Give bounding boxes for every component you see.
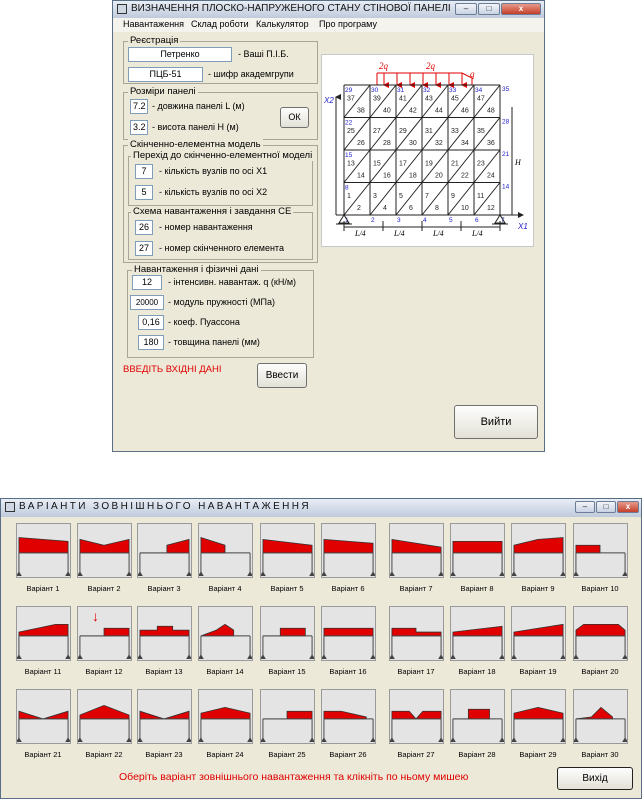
variant-thumbnail[interactable] [511, 606, 566, 661]
load-shape-icon [138, 524, 191, 577]
menu-item-composition[interactable]: Склад роботи [191, 19, 249, 29]
element-number: 29 [399, 128, 407, 136]
element-number: 7 [425, 193, 429, 201]
point-load-arrow-icon: ↓ [92, 608, 99, 624]
element-number: 23 [477, 160, 485, 168]
left-node-number: 22 [345, 119, 353, 127]
variant-thumbnail[interactable] [16, 689, 71, 744]
load-shape-icon [574, 607, 627, 660]
element-number-label: - номер скінченного елемента [159, 243, 284, 253]
left-node-number: 15 [345, 152, 353, 159]
title-bar[interactable] [113, 1, 544, 19]
name-input[interactable]: Петренко [128, 47, 232, 62]
menu-bar [113, 18, 544, 32]
dimensions-group-label: Розміри панелі [130, 86, 196, 97]
variant-thumbnail[interactable] [77, 606, 132, 661]
variants-title-bar[interactable] [1, 499, 641, 518]
right-node-number: 28 [502, 118, 510, 126]
thickness-label: - товщина панелі (мм) [168, 337, 260, 347]
variant-thumbnail[interactable] [198, 689, 253, 744]
load-shape-icon [199, 690, 252, 743]
variant-thumbnail[interactable] [321, 523, 376, 578]
element-number: 44 [435, 107, 443, 115]
load-shape-icon [199, 524, 252, 577]
dim-h-label: H [515, 158, 521, 167]
nodes-x1-label: - кількість вузлів по осі X1 [159, 166, 268, 176]
element-number: 24 [487, 172, 495, 180]
poisson-input[interactable]: 0,16 [138, 315, 164, 330]
element-number: 45 [451, 95, 459, 103]
load-label-3: q [470, 69, 475, 79]
variant-thumbnail[interactable] [77, 689, 132, 744]
variant-label[interactable]: Варіант 19 [519, 667, 557, 676]
nodes-x1-input[interactable]: 7 [135, 164, 153, 179]
variant-label[interactable]: Варіант 6 [331, 584, 365, 593]
variant-label[interactable]: Варіант 8 [460, 584, 494, 593]
nodes-x2-input[interactable]: 5 [135, 185, 153, 200]
element-number: 17 [399, 160, 407, 168]
transition-group-label: Перехід до скінченно-елементної моделі [133, 150, 313, 161]
variant-label[interactable]: Варіант 9 [521, 584, 555, 593]
element-number: 8 [435, 205, 439, 213]
load-shape-icon [17, 607, 70, 660]
variant-label[interactable]: Варіант 30 [581, 750, 619, 759]
minimize-button[interactable]: – [455, 3, 477, 15]
q-input[interactable]: 12 [132, 275, 162, 290]
element-number: 35 [477, 128, 485, 136]
element-number: 37 [347, 95, 355, 103]
element-number-input[interactable]: 27 [135, 241, 153, 256]
nodes-x2-label: - кількість вузлів по осі X2 [159, 187, 268, 197]
load-shape-icon [138, 690, 191, 743]
transition-group [128, 150, 313, 206]
element-number: 6 [409, 205, 413, 213]
variant-thumbnail[interactable] [198, 606, 253, 661]
element-number: 18 [409, 172, 417, 180]
element-number: 22 [461, 172, 469, 180]
element-number: 27 [373, 128, 381, 136]
variant-thumbnail[interactable] [260, 689, 315, 744]
variant-label[interactable]: Варіант 18 [458, 667, 496, 676]
main-window [112, 0, 545, 452]
right-node-number: 14 [502, 183, 510, 191]
thickness-input[interactable]: 180 [138, 335, 164, 350]
modulus-input[interactable]: 20000 [130, 295, 164, 310]
variant-label[interactable]: Варіант 3 [147, 584, 181, 593]
dim-label-4: L/4 [472, 229, 483, 238]
element-number: 41 [399, 95, 407, 103]
variant-label[interactable]: Варіант 12 [85, 667, 123, 676]
variant-label[interactable]: Варіант 7 [399, 584, 433, 593]
element-number: 34 [461, 140, 469, 148]
modulus-label: - модуль пружності (МПа) [168, 297, 275, 307]
length-input[interactable]: 7.2 [130, 99, 148, 114]
variant-thumbnail[interactable] [321, 606, 376, 661]
bottom-node-number: 5 [449, 217, 453, 224]
length-label: - довжина панелі L (м) [152, 101, 245, 111]
element-number: 16 [383, 172, 391, 180]
element-number: 20 [435, 172, 443, 180]
variant-label[interactable]: Варіант 26 [329, 750, 367, 759]
fe-model-group-label: Скінченно-елементна модель [130, 139, 261, 150]
element-number: 4 [383, 205, 387, 213]
bottom-node-number: 2 [371, 217, 375, 224]
variant-label[interactable]: Варіант 21 [24, 750, 62, 759]
element-number: 42 [409, 107, 417, 115]
variant-thumbnail[interactable] [389, 689, 444, 744]
variant-thumbnail[interactable] [573, 606, 628, 661]
dim-label-2: L/4 [394, 229, 405, 238]
fe-mesh [344, 85, 510, 224]
maximize-button[interactable]: □ [596, 501, 616, 513]
element-number: 36 [487, 140, 495, 148]
variant-label[interactable]: Варіант 25 [268, 750, 306, 759]
variant-label[interactable]: Варіант 23 [145, 750, 183, 759]
load-shape-icon [451, 690, 504, 743]
load-shape-icon [390, 607, 443, 660]
axis-x1-arrow [518, 212, 524, 218]
top-node-number: 31 [397, 87, 405, 94]
load-shape-icon [78, 690, 131, 743]
variant-label[interactable]: Варіант 14 [206, 667, 244, 676]
instruction-text: Оберіть варіант зовнішнього навантаження та клікніть по ньому мишею [119, 771, 469, 783]
element-number: 19 [425, 160, 433, 168]
variant-label[interactable]: Варіант 5 [270, 584, 304, 593]
variant-thumbnail[interactable] [511, 523, 566, 578]
element-number: 39 [373, 95, 381, 103]
panel-diagram [321, 54, 534, 247]
variant-label[interactable]: Варіант 16 [329, 667, 367, 676]
load-shape-icon [574, 524, 627, 577]
element-number: 13 [347, 160, 355, 168]
variant-thumbnail[interactable] [198, 523, 253, 578]
load-diagram [377, 61, 475, 85]
variant-thumbnail[interactable] [137, 689, 192, 744]
element-number: 26 [357, 140, 365, 148]
status-message: ВВЕДІТЬ ВХІДНІ ДАНІ [123, 364, 222, 375]
load-shape-icon [451, 607, 504, 660]
load-shape-icon [261, 607, 314, 660]
load-shape-icon [451, 524, 504, 577]
element-number: 25 [347, 128, 355, 136]
variants-grid [1, 517, 641, 798]
load-shape-icon [322, 607, 375, 660]
variant-thumbnail[interactable] [16, 606, 71, 661]
variant-label[interactable]: Варіант 20 [581, 667, 619, 676]
variant-label[interactable]: Варіант 1 [26, 584, 60, 593]
load-shape-icon [261, 690, 314, 743]
variant-label[interactable]: Варіант 28 [458, 750, 496, 759]
fe-model-group [123, 139, 318, 263]
bottom-node-number: 6 [475, 217, 479, 224]
element-number: 10 [461, 205, 469, 213]
load-label-2: 2q [426, 61, 435, 71]
panel-fe-mesh-drawing [322, 55, 533, 246]
group-code-input[interactable]: ПЦБ-51 [128, 67, 203, 82]
left-node-number: 29 [345, 87, 353, 94]
element-number: 2 [357, 205, 361, 213]
height-input[interactable]: 3.2 [130, 120, 148, 135]
app-icon [117, 4, 127, 14]
physics-group-label: Навантаження і фізичні дані [134, 264, 259, 275]
variants-window [0, 498, 642, 799]
load-shape-icon [512, 607, 565, 660]
element-number: 48 [487, 107, 495, 115]
dim-label-1: L/4 [355, 229, 366, 238]
element-number: 11 [477, 193, 485, 201]
variant-thumbnail[interactable] [137, 606, 192, 661]
variant-thumbnail[interactable] [260, 606, 315, 661]
load-shape-icon [322, 690, 375, 743]
variant-thumbnail[interactable] [137, 523, 192, 578]
menu-item-about[interactable]: Про програму [319, 19, 377, 29]
load-shape-icon [390, 690, 443, 743]
load-shape-icon [322, 524, 375, 577]
variant-label[interactable]: Варіант 27 [397, 750, 435, 759]
element-number: 5 [399, 193, 403, 201]
right-node-number: 21 [502, 151, 510, 158]
app-icon [5, 502, 15, 512]
menu-item-load[interactable]: Навантаження [123, 19, 185, 29]
element-number: 12 [487, 205, 495, 213]
load-shape-icon [17, 524, 70, 577]
variant-label[interactable]: Варіант 29 [519, 750, 557, 759]
exit-button[interactable]: Вихід [557, 767, 633, 790]
q-label: - інтенсивн. навантаж. q (кН/м) [168, 277, 297, 287]
variant-thumbnail[interactable] [450, 689, 505, 744]
menu-item-calculator[interactable]: Калькулятор [256, 19, 309, 29]
load-scheme-group-label: Схема навантаження і завдання СЕ [133, 206, 292, 217]
dim-label-3: L/4 [433, 229, 444, 238]
close-button[interactable]: x [617, 501, 639, 513]
group-code-label: - шифр академгрупи [208, 69, 294, 79]
load-scheme-group [128, 206, 313, 260]
poisson-label: - коеф. Пуассона [168, 317, 240, 327]
element-number: 46 [461, 107, 469, 115]
load-shape-icon [78, 524, 131, 577]
variant-label[interactable]: Варіант 24 [206, 750, 244, 759]
element-number: 40 [383, 107, 391, 115]
variant-thumbnail[interactable] [450, 606, 505, 661]
variant-thumbnail[interactable] [321, 689, 376, 744]
variant-thumbnail[interactable] [511, 689, 566, 744]
ok-button[interactable]: ОК [280, 107, 309, 128]
variant-thumbnail[interactable] [77, 523, 132, 578]
element-number: 47 [477, 95, 485, 103]
bottom-node-number: 3 [397, 217, 401, 224]
registration-group [123, 35, 318, 84]
variant-thumbnail[interactable] [573, 523, 628, 578]
bottom-node-number: 1 [345, 217, 349, 224]
load-shape-icon [138, 607, 191, 660]
variant-label[interactable]: Варіант 15 [268, 667, 306, 676]
exit-button[interactable]: Вийти [454, 405, 538, 439]
load-shape-icon [512, 690, 565, 743]
element-number: 14 [357, 172, 365, 180]
variant-thumbnail[interactable] [389, 523, 444, 578]
height-label: - висота панелі H (м) [152, 122, 239, 132]
element-number: 31 [425, 128, 433, 136]
registration-group-label: Реєстрація [130, 35, 179, 46]
left-node-number: 8 [345, 184, 349, 192]
bottom-node-number: 4 [423, 217, 427, 224]
element-number: 33 [451, 128, 459, 136]
name-label: - Ваші П.І.Б. [238, 49, 289, 59]
element-number: 3 [373, 193, 377, 201]
element-number: 21 [451, 160, 459, 168]
element-number: 15 [373, 160, 381, 168]
element-number: 38 [357, 107, 365, 115]
load-shape-icon [78, 607, 131, 660]
variant-label[interactable]: Варіант 22 [85, 750, 123, 759]
variant-thumbnail[interactable] [450, 523, 505, 578]
element-number: 30 [409, 140, 417, 148]
element-number: 28 [383, 140, 391, 148]
load-label-1: 2q [379, 61, 388, 71]
top-node-number: 33 [449, 87, 457, 94]
load-shape-icon [574, 690, 627, 743]
enter-button[interactable]: Ввести [257, 363, 307, 388]
dimensions-group [123, 86, 318, 140]
load-shape-icon [512, 524, 565, 577]
close-button[interactable]: x [501, 3, 541, 15]
window-title: ВИЗНАЧЕННЯ ПЛОСКО-НАПРУЖЕНОГО СТАНУ СТІНОВОЇ ПАНЕЛІ [131, 3, 451, 14]
maximize-button[interactable]: □ [478, 3, 500, 15]
variant-label[interactable]: Варіант 4 [208, 584, 242, 593]
variant-thumbnail[interactable] [573, 689, 628, 744]
variant-thumbnail[interactable] [16, 523, 71, 578]
top-node-number: 32 [423, 87, 431, 94]
variant-label[interactable]: Варіант 10 [581, 584, 619, 593]
axis-x2-label: X2 [324, 96, 334, 105]
minimize-button[interactable]: – [575, 501, 595, 513]
variants-window-title: ВАРІАНТИ ЗОВНІШНЬОГО НАВАНТАЖЕННЯ [19, 501, 312, 512]
load-shape-icon [199, 607, 252, 660]
load-number-label: - номер навантаження [159, 222, 253, 232]
element-number: 32 [435, 140, 443, 148]
element-number: 1 [347, 193, 351, 201]
right-node-number: 35 [502, 86, 510, 93]
load-shape-icon [390, 524, 443, 577]
element-number: 43 [425, 95, 433, 103]
variant-label[interactable]: Варіант 13 [145, 667, 183, 676]
load-shape-icon [261, 524, 314, 577]
variant-thumbnail[interactable] [389, 606, 444, 661]
bottom-node-number: 7 [501, 217, 505, 224]
axis-x1-label: X1 [518, 222, 528, 231]
variant-thumbnail[interactable] [260, 523, 315, 578]
top-node-number: 34 [475, 87, 483, 94]
variant-label[interactable]: Варіант 2 [87, 584, 121, 593]
element-number: 9 [451, 193, 455, 201]
variant-label[interactable]: Варіант 11 [24, 667, 62, 676]
variant-label[interactable]: Варіант 17 [397, 667, 435, 676]
load-shape-icon [17, 690, 70, 743]
form-area [113, 32, 544, 451]
physics-group [127, 264, 314, 358]
top-node-number: 30 [371, 87, 379, 94]
load-number-input[interactable]: 26 [135, 220, 153, 235]
